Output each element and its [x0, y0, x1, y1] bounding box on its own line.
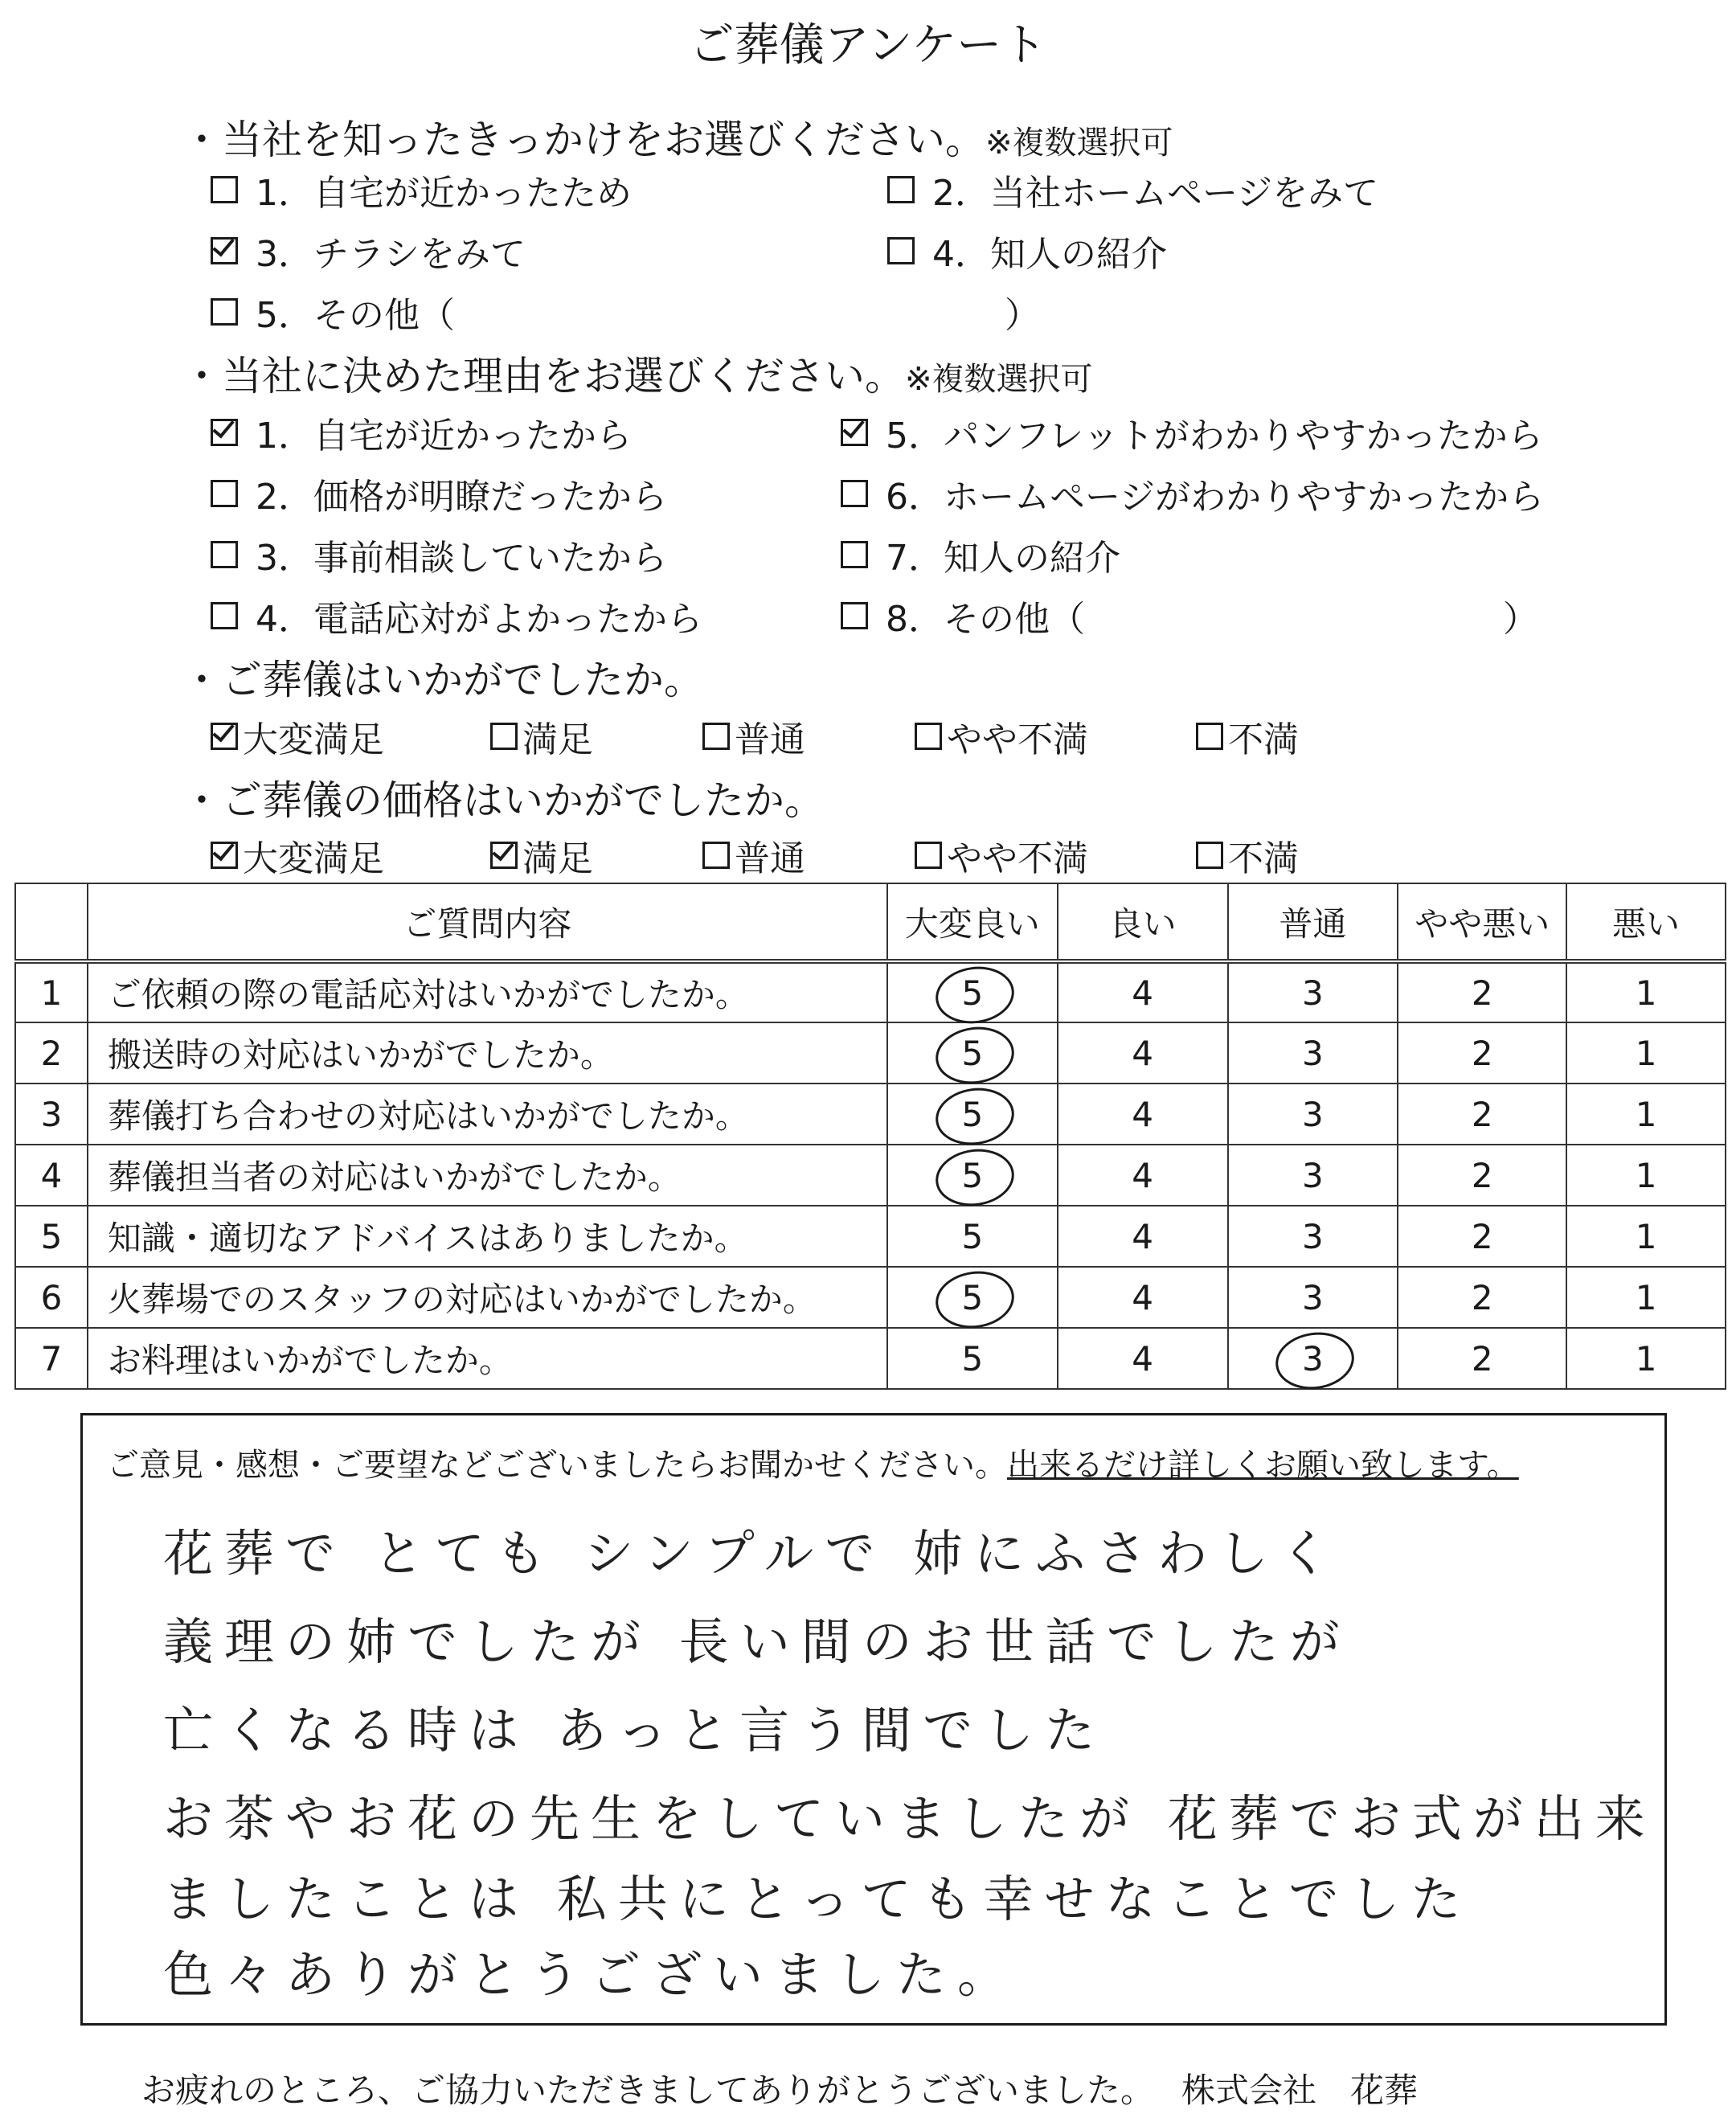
- score-value: 5: [961, 1216, 984, 1256]
- row-number: 1: [15, 961, 88, 1022]
- row-number: 6: [15, 1267, 88, 1328]
- score-value: 3: [1302, 1155, 1324, 1195]
- score-value: 1: [1635, 1338, 1657, 1378]
- question-reason: [182, 344, 1093, 402]
- rating-table-header: [15, 883, 1726, 961]
- score-option[interactable]: [1566, 1084, 1726, 1145]
- checkbox[interactable]: [1196, 842, 1223, 869]
- score-option[interactable]: [1566, 1022, 1726, 1084]
- checkbox[interactable]: [211, 541, 238, 568]
- score-value: 5: [961, 1338, 984, 1378]
- score-option[interactable]: [887, 1145, 1058, 1206]
- question-reason-text: ・当社に決めた理由をお選びください。: [182, 353, 905, 399]
- q4-option-very-satisfied[interactable]: [211, 830, 384, 881]
- score-value: 3: [1302, 1338, 1324, 1378]
- checkbox[interactable]: [915, 842, 942, 869]
- score-option[interactable]: [1398, 1145, 1566, 1206]
- option-label: 不満: [1228, 838, 1299, 879]
- multi-select-note: ※複数選択可: [905, 361, 1093, 398]
- score-value: 5: [961, 1155, 984, 1195]
- checkbox[interactable]: [702, 842, 730, 869]
- option-label: 8．その他（: [886, 599, 1085, 640]
- table-row: [15, 1084, 1726, 1145]
- q1-other-close: ）: [1005, 295, 1040, 336]
- q2-option-1[interactable]: [211, 407, 632, 458]
- option-label: 5．その他（: [256, 295, 455, 336]
- question-price-satisfaction: ・ご葬儀の価格はいかがでしたか。: [182, 777, 825, 824]
- option-label: 6．ホームページがわかりやすかったから: [886, 477, 1545, 518]
- row-question: 葬儀打ち合わせの対応はいかがでしたか。: [88, 1084, 887, 1145]
- score-value: 2: [1471, 1033, 1493, 1073]
- score-value: 2: [1471, 1094, 1493, 1134]
- score-option[interactable]: [1228, 1084, 1398, 1145]
- score-value: 5: [961, 1094, 984, 1134]
- score-value: 4: [1132, 1094, 1153, 1134]
- score-option[interactable]: [1228, 1022, 1398, 1084]
- score-value: 5: [961, 973, 984, 1013]
- score-option[interactable]: [1398, 1267, 1566, 1328]
- col-header-normal: 普通: [1228, 883, 1398, 961]
- score-value: 4: [1132, 1216, 1153, 1256]
- score-option[interactable]: [1058, 1084, 1228, 1145]
- q2-option-6[interactable]: [841, 468, 1544, 519]
- q3-option-very-satisfied[interactable]: [211, 711, 384, 762]
- checkbox[interactable]: [211, 480, 238, 507]
- q1-option-3[interactable]: [211, 225, 526, 277]
- score-value: 2: [1471, 1155, 1493, 1195]
- handwritten-line: 花葬で とても シンプルで 姉にふさわしく: [163, 1524, 1341, 1583]
- row-question: 葬儀担当者の対応はいかがでしたか。: [88, 1145, 887, 1206]
- checkbox[interactable]: [1196, 723, 1223, 750]
- score-option[interactable]: [1566, 1145, 1726, 1206]
- score-value: 3: [1302, 1216, 1324, 1256]
- checkbox[interactable]: [841, 602, 868, 629]
- col-header-no: [15, 883, 88, 961]
- option-label: 3．事前相談していたから: [256, 538, 667, 579]
- option-label: 満足: [522, 719, 593, 760]
- comment-prompt-text: ご意見・感想・ご要望などございましたらお聞かせください。: [107, 1447, 1007, 1484]
- score-option[interactable]: [1228, 1145, 1398, 1206]
- score-value: 3: [1302, 1094, 1324, 1134]
- handwritten-line: 義理の姉でしたが 長い間のお世話でしたが: [163, 1612, 1351, 1671]
- handwritten-line: 色々ありがとうございました。: [163, 1945, 1019, 2004]
- score-value: 3: [1302, 1277, 1324, 1317]
- score-option[interactable]: [1058, 1022, 1228, 1084]
- score-option[interactable]: [887, 1267, 1058, 1328]
- option-label: 不満: [1228, 719, 1299, 760]
- score-value: 5: [961, 1277, 984, 1317]
- score-value: 5: [961, 1033, 984, 1073]
- q2-option-8[interactable]: [841, 590, 1085, 641]
- score-value: 1: [1635, 1033, 1657, 1073]
- row-question: 火葬場でのスタッフの対応はいかがでしたか。: [88, 1267, 887, 1328]
- score-value: 2: [1471, 1216, 1493, 1256]
- score-value: 2: [1471, 1277, 1493, 1317]
- q2-option-2[interactable]: [211, 468, 667, 519]
- option-label: 4．知人の紹介: [932, 234, 1167, 275]
- option-label: 満足: [522, 838, 593, 879]
- table-row: [15, 1145, 1726, 1206]
- row-question: 搬送時の対応はいかがでしたか。: [88, 1022, 887, 1084]
- score-option[interactable]: [1058, 961, 1228, 1022]
- comment-box[interactable]: [80, 1413, 1667, 2026]
- score-option[interactable]: [887, 1206, 1058, 1267]
- option-label: 1．自宅が近かったため: [256, 173, 632, 214]
- col-header-good: 良い: [1058, 883, 1228, 961]
- score-option[interactable]: [1566, 1328, 1726, 1389]
- score-option[interactable]: [887, 1328, 1058, 1389]
- row-question: 知識・適切なアドバイスはありましたか。: [88, 1206, 887, 1267]
- score-value: 4: [1132, 973, 1153, 1013]
- score-value: 4: [1132, 1277, 1153, 1317]
- checkbox[interactable]: [915, 723, 942, 750]
- option-label: 3．チラシをみて: [256, 234, 526, 275]
- q3-option-somewhat-dissatisfied[interactable]: [915, 711, 1088, 762]
- checkbox[interactable]: [887, 237, 915, 264]
- score-option[interactable]: [1228, 1267, 1398, 1328]
- checkbox-checked[interactable]: [211, 842, 238, 869]
- option-label: 普通: [735, 719, 805, 760]
- checkbox-checked[interactable]: [841, 419, 868, 446]
- q3-option-satisfied[interactable]: [490, 711, 593, 762]
- comment-prompt-emphasis: 出来るだけ詳しくお願い致します。: [1007, 1447, 1519, 1484]
- option-label: やや不満: [947, 838, 1088, 879]
- col-header-somewhat-bad: やや悪い: [1398, 883, 1566, 961]
- checkbox[interactable]: [841, 480, 868, 507]
- score-option[interactable]: [1228, 961, 1398, 1022]
- score-option[interactable]: [1398, 1022, 1566, 1084]
- score-value: 1: [1635, 1094, 1657, 1134]
- checkbox[interactable]: [490, 723, 518, 750]
- q3-option-dissatisfied[interactable]: [1196, 711, 1299, 762]
- option-label: 4．電話応対がよかったから: [256, 599, 702, 640]
- rating-table: [14, 883, 1726, 1390]
- score-value: 1: [1635, 973, 1657, 1013]
- checkbox[interactable]: [211, 602, 238, 629]
- row-number: 5: [15, 1206, 88, 1267]
- score-option[interactable]: [1058, 1328, 1228, 1389]
- option-label: 2．当社ホームページをみて: [932, 173, 1379, 214]
- company-name: 株式会社 花葬: [1181, 2071, 1419, 2110]
- option-label: 大変満足: [243, 719, 384, 760]
- table-row: [15, 1267, 1726, 1328]
- score-value: 4: [1132, 1033, 1153, 1073]
- score-option[interactable]: [887, 1022, 1058, 1084]
- checkbox-checked[interactable]: [211, 237, 238, 264]
- q2-option-7[interactable]: [841, 529, 1120, 580]
- score-option[interactable]: [1058, 1145, 1228, 1206]
- q2-option-3[interactable]: [211, 529, 667, 580]
- score-option[interactable]: [1058, 1267, 1228, 1328]
- q1-option-2[interactable]: [887, 164, 1378, 215]
- table-row: [15, 1206, 1726, 1267]
- score-value: 1: [1635, 1216, 1657, 1256]
- row-number: 7: [15, 1328, 88, 1389]
- handwritten-line: お茶やお花の先生をしていましたが 花葬でお式が出来: [163, 1789, 1656, 1848]
- option-label: 2．価格が明瞭だったから: [256, 477, 667, 518]
- q4-option-satisfied[interactable]: [490, 830, 593, 881]
- q2-other-close: ）: [1503, 599, 1538, 640]
- score-value: 3: [1302, 973, 1324, 1013]
- score-option[interactable]: [1398, 1206, 1566, 1267]
- score-value: 3: [1302, 1033, 1324, 1073]
- footer: [141, 2064, 1418, 2112]
- score-option[interactable]: [1398, 1328, 1566, 1389]
- q4-option-normal[interactable]: [702, 830, 805, 881]
- row-number: 4: [15, 1145, 88, 1206]
- checkbox-checked[interactable]: [211, 723, 238, 750]
- col-header-very-good: 大変良い: [887, 883, 1058, 961]
- score-value: 4: [1132, 1155, 1153, 1195]
- footer-thanks: お疲れのところ、ご協力いただきましてありがとうございました。: [141, 2071, 1155, 2110]
- score-value: 4: [1132, 1338, 1153, 1378]
- score-value: 1: [1635, 1155, 1657, 1195]
- comment-prompt: [107, 1440, 1519, 1485]
- option-label: 大変満足: [243, 838, 384, 879]
- q3-option-normal[interactable]: [702, 711, 805, 762]
- score-option[interactable]: [1566, 1206, 1726, 1267]
- row-question: ご依頼の際の電話応対はいかがでしたか。: [88, 961, 887, 1022]
- question-how-found-text: ・当社を知ったきっかけをお選びください。: [182, 117, 985, 163]
- row-question: お料理はいかがでしたか。: [88, 1328, 887, 1389]
- q1-option-5[interactable]: [211, 286, 455, 338]
- score-option[interactable]: [1566, 1267, 1726, 1328]
- checkbox[interactable]: [702, 723, 730, 750]
- q4-option-dissatisfied[interactable]: [1196, 830, 1299, 881]
- q4-option-somewhat-dissatisfied[interactable]: [915, 830, 1088, 881]
- score-option[interactable]: [1058, 1206, 1228, 1267]
- checkbox[interactable]: [211, 298, 238, 326]
- handwritten-line: ましたことは 私共にとっても幸せなことでした: [163, 1870, 1472, 1928]
- table-row: [15, 961, 1726, 1022]
- q2-option-5[interactable]: [841, 407, 1543, 458]
- score-option[interactable]: [1566, 961, 1726, 1022]
- option-label: 普通: [735, 838, 805, 879]
- option-label: 1．自宅が近かったから: [256, 416, 632, 457]
- score-value: 2: [1471, 973, 1493, 1013]
- checkbox[interactable]: [841, 541, 868, 568]
- option-label: 7．知人の紹介: [886, 538, 1120, 579]
- checkbox[interactable]: [211, 176, 238, 203]
- col-header-bad: 悪い: [1566, 883, 1726, 961]
- multi-select-note: ※複数選択可: [985, 125, 1173, 162]
- q1-option-4[interactable]: [887, 225, 1167, 277]
- row-number: 2: [15, 1022, 88, 1084]
- col-header-question: ご質問内容: [88, 883, 887, 961]
- table-row: [15, 1328, 1726, 1389]
- survey-title: ご葬儀アンケート: [689, 19, 1047, 72]
- score-option[interactable]: [1228, 1206, 1398, 1267]
- row-number: 3: [15, 1084, 88, 1145]
- score-value: 2: [1471, 1338, 1493, 1378]
- question-how-found: [182, 108, 1173, 166]
- score-option[interactable]: [1228, 1328, 1398, 1389]
- q1-option-1[interactable]: [211, 164, 632, 215]
- checkbox-checked[interactable]: [211, 419, 238, 446]
- option-label: 5．パンフレットがわかりやすかったから: [886, 416, 1543, 457]
- score-option[interactable]: [1398, 961, 1566, 1022]
- score-option[interactable]: [887, 1084, 1058, 1145]
- option-label: やや不満: [947, 719, 1088, 760]
- checkbox-checked[interactable]: [490, 842, 518, 869]
- checkbox[interactable]: [887, 176, 915, 203]
- table-row: [15, 1022, 1726, 1084]
- handwritten-line: 亡くなる時は あっと言う間でした: [163, 1701, 1107, 1759]
- score-option[interactable]: [1398, 1084, 1566, 1145]
- score-option[interactable]: [887, 961, 1058, 1022]
- q2-option-4[interactable]: [211, 590, 702, 641]
- score-value: 1: [1635, 1277, 1657, 1317]
- question-funeral-satisfaction: ・ご葬儀はいかがでしたか。: [182, 657, 704, 703]
